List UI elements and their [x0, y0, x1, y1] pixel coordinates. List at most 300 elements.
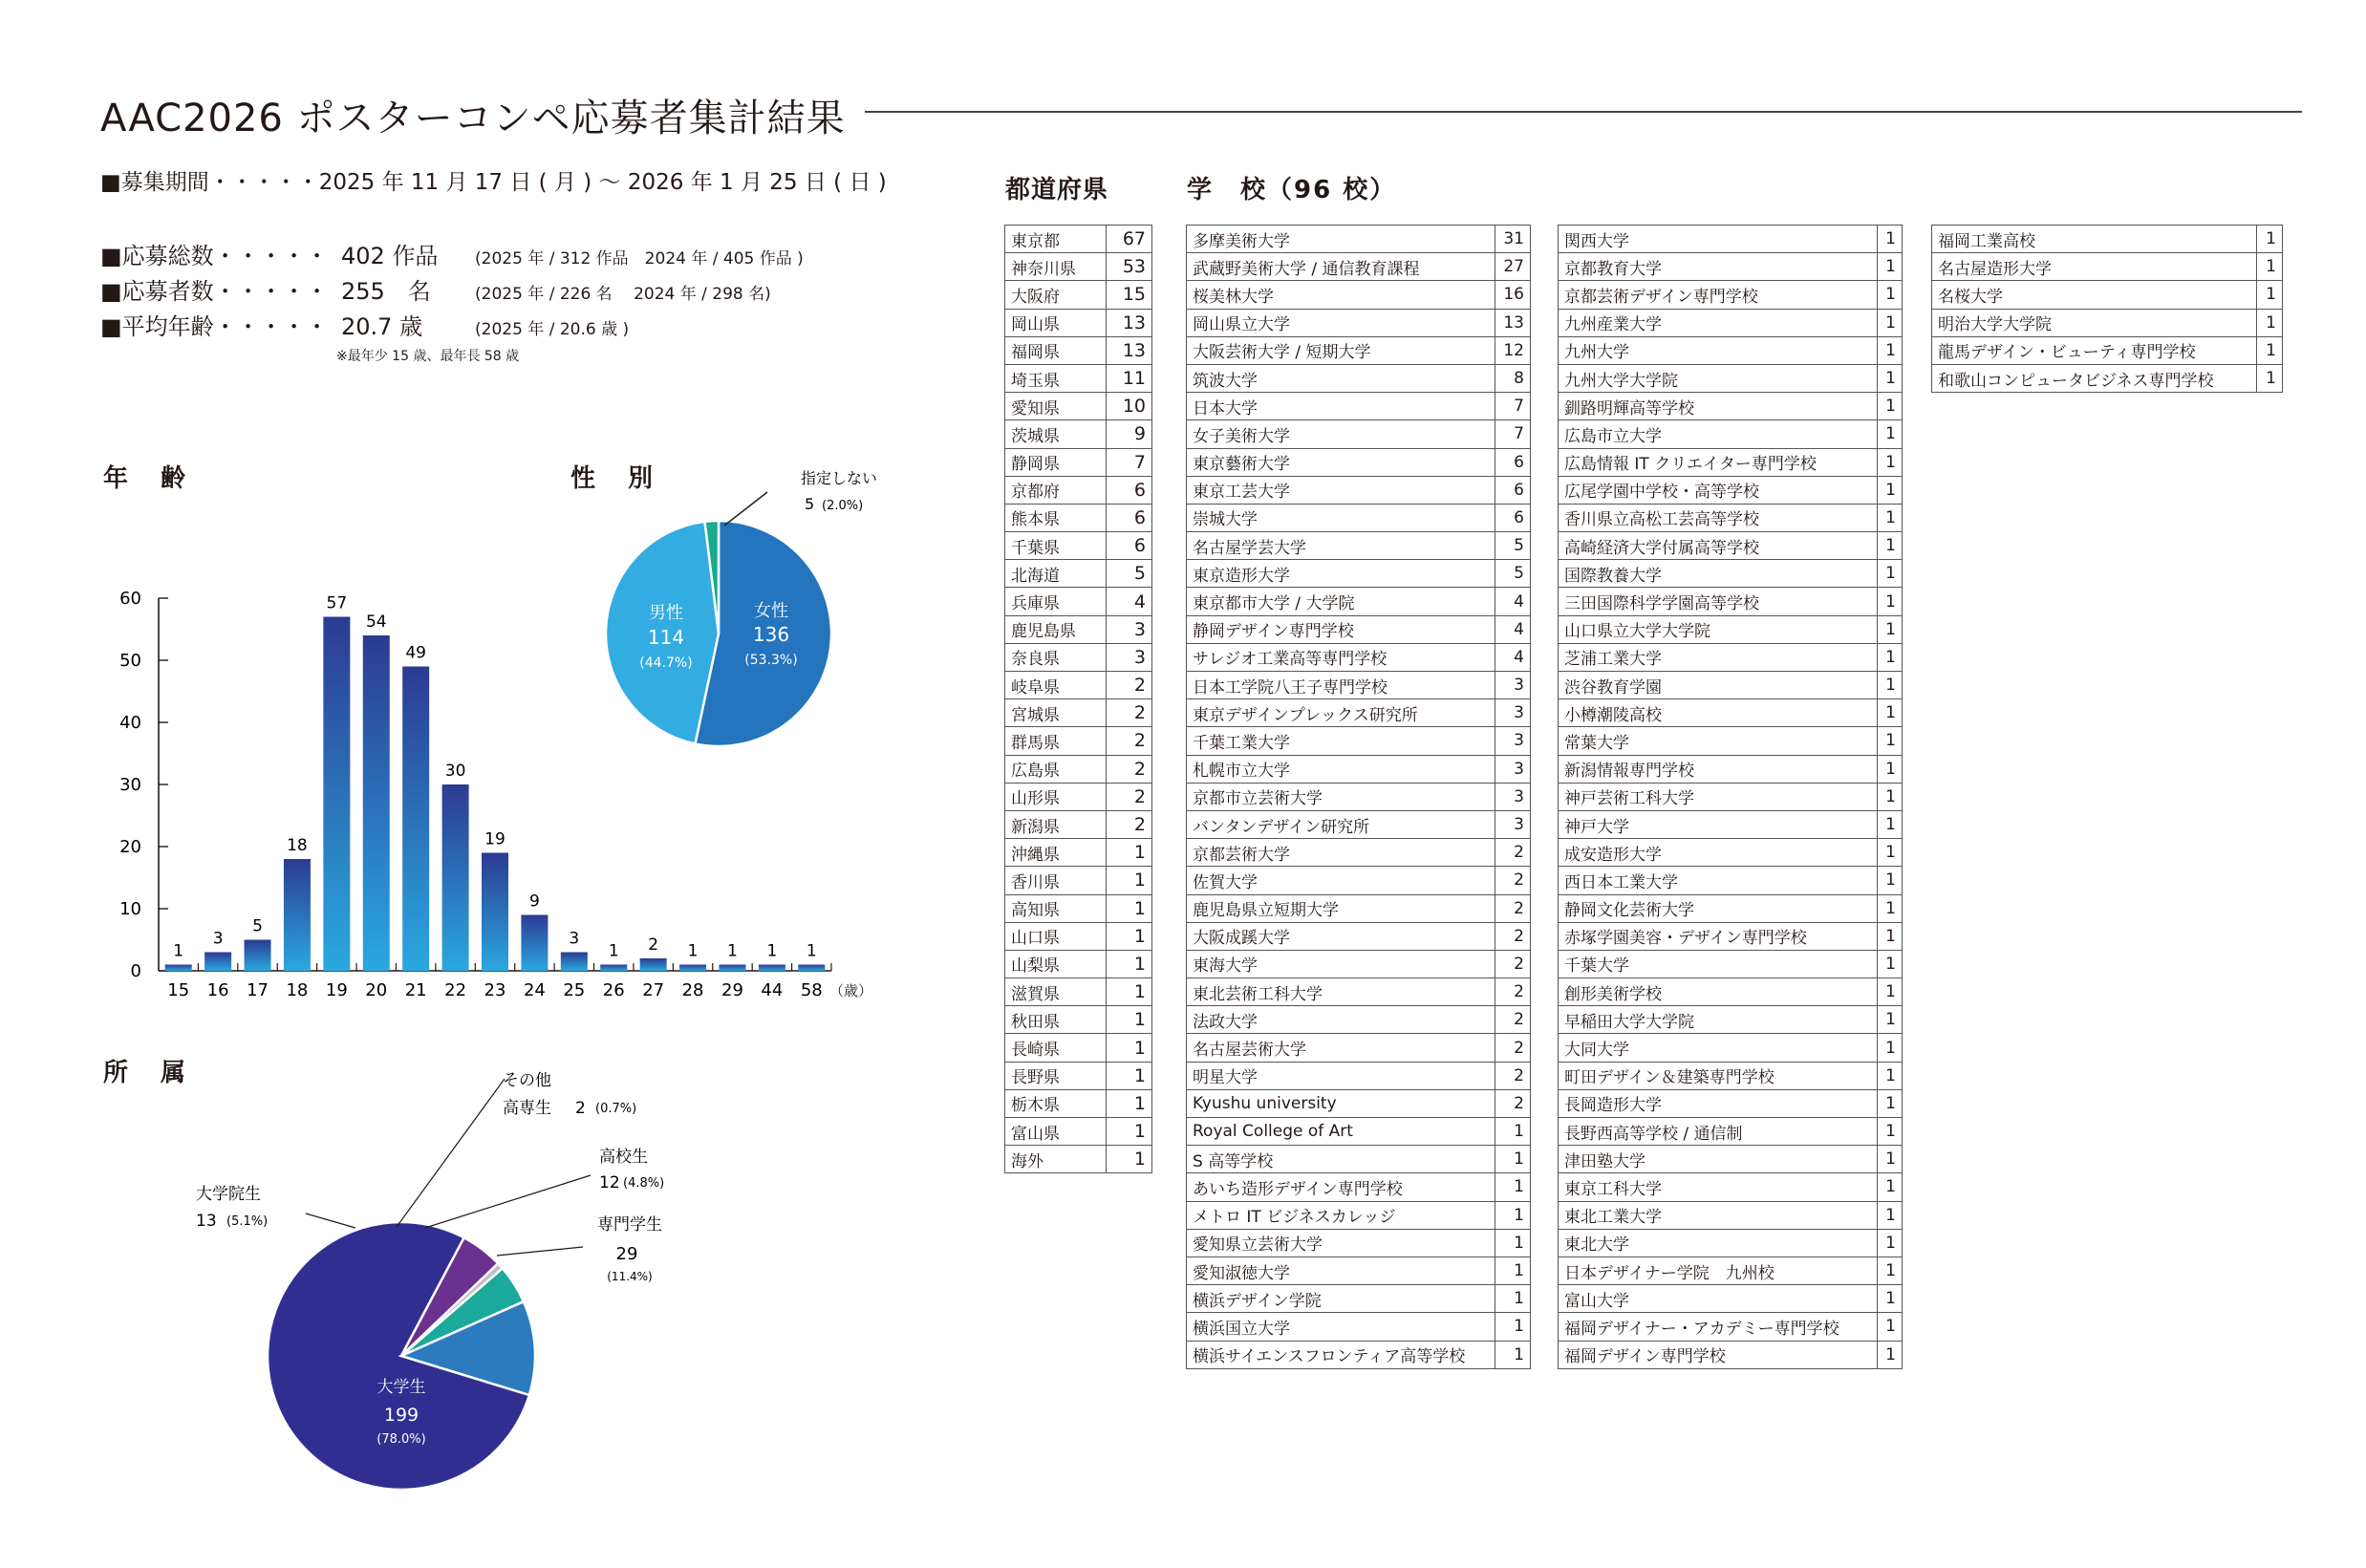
grad-name: 大学院生	[196, 1185, 261, 1204]
table-row	[1559, 950, 1903, 977]
row-count: 5	[1106, 560, 1151, 588]
table-row	[1187, 950, 1531, 977]
table-row	[1005, 476, 1152, 504]
table-row	[1559, 643, 1903, 671]
table-row	[1559, 1341, 1903, 1368]
row-count: 1	[1877, 1089, 1902, 1117]
table-row	[1559, 978, 1903, 1006]
row-count: 8	[1495, 364, 1530, 392]
row-count: 67	[1106, 226, 1151, 253]
table-row	[1005, 504, 1152, 531]
table-row	[1187, 393, 1531, 420]
table-row	[1187, 727, 1531, 755]
table-row	[1932, 364, 2283, 392]
row-label: 東京都	[1005, 226, 1107, 253]
voc-leader-line	[497, 1247, 583, 1256]
row-count: 1	[2257, 364, 2283, 392]
table-row	[1559, 226, 1903, 253]
row-count: 2	[1495, 1089, 1530, 1117]
row-label: 栃木県	[1005, 1089, 1107, 1117]
high-leader-line	[425, 1175, 591, 1228]
row-label: 兵庫県	[1005, 588, 1107, 615]
row-count: 1	[1106, 950, 1151, 977]
table-row	[1005, 978, 1152, 1006]
school-table-1	[1186, 225, 1531, 1369]
table-row	[1559, 1006, 1903, 1034]
row-label: 早稲田大学大学院	[1559, 1006, 1878, 1034]
table-row	[1559, 504, 1903, 531]
stat-value: 255 名	[341, 278, 431, 305]
row-count: 6	[1106, 532, 1151, 560]
table-row	[1187, 1173, 1531, 1201]
age-category-label: 17	[247, 980, 269, 1000]
table-row	[1559, 1257, 1903, 1284]
table-row	[1005, 1006, 1152, 1034]
table-row	[1187, 1062, 1531, 1089]
table-row	[1005, 699, 1152, 727]
age-category-label: 22	[444, 980, 467, 1000]
row-label: 名古屋造形大学	[1932, 253, 2257, 281]
row-label: 神戸芸術工科大学	[1559, 783, 1878, 810]
school-section-title: 学 校（96 校）	[1187, 176, 1397, 204]
table-row	[1005, 950, 1152, 977]
row-count: 1	[2257, 281, 2283, 309]
row-count: 2	[1495, 1006, 1530, 1034]
age-range-note: ※最年少 15 歳、最年長 58 歳	[336, 349, 520, 364]
age-category-label: 20	[365, 980, 388, 1000]
row-count: 2	[1495, 1062, 1530, 1089]
row-label: 大同大学	[1559, 1034, 1878, 1062]
school-table-2	[1558, 225, 1903, 1369]
table-row	[1005, 755, 1152, 783]
row-count: 6	[1495, 476, 1530, 504]
table-row	[1005, 336, 1152, 364]
row-count: 31	[1495, 226, 1530, 253]
row-label: 明星大学	[1187, 1062, 1495, 1089]
table-row	[1005, 672, 1152, 699]
gender-other-pct: (2.0%)	[822, 499, 864, 513]
row-label: 京都芸術大学	[1187, 839, 1495, 867]
row-count: 1	[1877, 448, 1902, 476]
age-section-title: 年 齢	[103, 464, 190, 493]
row-label: 九州大学	[1559, 336, 1878, 364]
row-label: 国際教養大学	[1559, 560, 1878, 588]
row-label: 神戸大学	[1559, 810, 1878, 838]
row-label: 津田塾大学	[1559, 1146, 1878, 1173]
table-row	[1005, 281, 1152, 309]
row-label: 東北芸術工科大学	[1187, 978, 1495, 1006]
table-row	[1559, 1201, 1903, 1229]
table-row	[1932, 281, 2283, 309]
row-count: 1	[2257, 226, 2283, 253]
row-count: 1	[1877, 1313, 1902, 1341]
table-row	[1005, 588, 1152, 615]
row-label: 横浜デザイン学院	[1187, 1285, 1495, 1313]
row-label: 岡山県	[1005, 309, 1107, 336]
row-label: 日本デザイナー学院 九州校	[1559, 1257, 1878, 1284]
row-count: 1	[1106, 1089, 1151, 1117]
row-label: 千葉大学	[1559, 950, 1878, 977]
row-count: 1	[1877, 309, 1902, 336]
row-count: 1	[1877, 1257, 1902, 1284]
table-row	[1005, 810, 1152, 838]
row-label: 福岡デザイナー・アカデミー専門学校	[1559, 1313, 1878, 1341]
row-count: 1	[1495, 1285, 1530, 1313]
table-row	[1187, 588, 1531, 615]
table-row	[1187, 1341, 1531, 1368]
row-label: 創形美術学校	[1559, 978, 1878, 1006]
row-label: 大阪府	[1005, 281, 1107, 309]
row-label: 広尾学園中学校・高等学校	[1559, 476, 1878, 504]
row-count: 1	[2257, 309, 2283, 336]
row-label: 東京デザインプレックス研究所	[1187, 699, 1495, 727]
table-row	[1559, 1313, 1903, 1341]
univ-pct: (78.0%)	[376, 1432, 426, 1447]
row-count: 1	[1877, 922, 1902, 950]
row-label: 東京都市大学 / 大学院	[1187, 588, 1495, 615]
table-row	[1559, 309, 1903, 336]
y-tick-label: 60	[119, 589, 141, 609]
table-row	[1187, 448, 1531, 476]
age-bar-value-label: 1	[173, 941, 184, 961]
row-label: 山形県	[1005, 783, 1107, 810]
age-category-label: 26	[602, 980, 625, 1000]
row-count: 13	[1106, 309, 1151, 336]
row-label: あいち造形デザイン専門学校	[1187, 1173, 1495, 1201]
table-row	[1187, 1118, 1531, 1146]
row-count: 1	[1877, 226, 1902, 253]
high-name: 高校生	[599, 1148, 648, 1167]
table-row	[1932, 309, 2283, 336]
row-label: 新潟情報専門学校	[1559, 755, 1878, 783]
univ-value: 199	[383, 1405, 419, 1426]
row-count: 1	[1877, 476, 1902, 504]
row-count: 2	[1495, 1034, 1530, 1062]
row-label: 釧路明輝高等学校	[1559, 393, 1878, 420]
table-row	[1187, 1229, 1531, 1257]
row-label: 京都教育大学	[1559, 253, 1878, 281]
row-count: 1	[1106, 978, 1151, 1006]
age-bar-value-label: 1	[608, 941, 619, 961]
row-count: 1	[2257, 253, 2283, 281]
table-row	[1187, 839, 1531, 867]
row-count: 6	[1495, 448, 1530, 476]
table-row	[1187, 672, 1531, 699]
table-row	[1187, 504, 1531, 531]
table-row	[1187, 560, 1531, 588]
gender-section-title: 性 別	[570, 464, 657, 493]
row-label: 長野県	[1005, 1062, 1107, 1089]
stat-label: ■応募総数・・・・・	[100, 243, 329, 269]
table-row	[1559, 253, 1903, 281]
table-row	[1559, 810, 1903, 838]
age-category-label: 44	[761, 980, 784, 1000]
table-row	[1005, 226, 1152, 253]
table-row	[1005, 922, 1152, 950]
table-row	[1005, 1062, 1152, 1089]
other-name: 高専生	[503, 1099, 551, 1118]
row-count: 3	[1106, 615, 1151, 643]
row-label: 多摩美術大学	[1187, 226, 1495, 253]
row-count: 1	[2257, 336, 2283, 364]
age-unit-label: （歳）	[829, 982, 873, 999]
prefecture-section-title: 都道府県	[1005, 176, 1109, 204]
table-row	[1005, 532, 1152, 560]
row-label: 高崎経済大学付属高等学校	[1559, 532, 1878, 560]
table-row	[1932, 226, 2283, 253]
row-label: 名古屋学芸大学	[1187, 532, 1495, 560]
row-label: 岐阜県	[1005, 672, 1107, 699]
table-row	[1005, 1034, 1152, 1062]
row-label: 群馬県	[1005, 727, 1107, 755]
age-category-label: 23	[484, 980, 506, 1000]
row-label: 東北大学	[1559, 1229, 1878, 1257]
table-row	[1005, 867, 1152, 894]
table-row	[1005, 364, 1152, 392]
row-count: 1	[1877, 364, 1902, 392]
table-row	[1005, 309, 1152, 336]
row-label: 新潟県	[1005, 810, 1107, 838]
stat-compare: (2025 年 / 226 名 2024 年 / 298 名)	[475, 285, 771, 304]
table-row	[1005, 1118, 1152, 1146]
row-count: 1	[1106, 1034, 1151, 1062]
table-row	[1187, 755, 1531, 783]
table-row	[1559, 1229, 1903, 1257]
row-label: 神奈川県	[1005, 253, 1107, 281]
row-count: 1	[1877, 1285, 1902, 1313]
row-count: 2	[1495, 839, 1530, 867]
row-label: 大阪成蹊大学	[1187, 922, 1495, 950]
row-label: 山口県立大学大学院	[1559, 615, 1878, 643]
table-row	[1559, 1034, 1903, 1062]
row-count: 3	[1495, 727, 1530, 755]
row-count: 2	[1106, 672, 1151, 699]
row-label: 龍馬デザイン・ビューティ専門学校	[1932, 336, 2257, 364]
grad-pct: (5.1%)	[226, 1214, 269, 1229]
row-count: 1	[1877, 643, 1902, 671]
row-count: 10	[1106, 393, 1151, 420]
row-label: 崇城大学	[1187, 504, 1495, 531]
age-bar-value-label: 19	[484, 829, 505, 849]
age-bar-value-label: 1	[727, 941, 738, 961]
gender-male-pct: (44.7%)	[639, 655, 693, 671]
age-category-label: 29	[721, 980, 743, 1000]
row-count: 1	[1877, 504, 1902, 531]
row-count: 1	[1877, 867, 1902, 894]
other-title: その他	[503, 1071, 551, 1090]
y-tick-label: 50	[119, 651, 141, 671]
row-label: 成安造形大学	[1559, 839, 1878, 867]
row-label: 東京工芸大学	[1187, 476, 1495, 504]
row-label: 赤塚学園美容・デザイン専門学校	[1559, 922, 1878, 950]
row-label: 明治大学大学院	[1932, 309, 2257, 336]
age-category-label: 25	[563, 980, 586, 1000]
age-bar-value-label: 1	[687, 941, 699, 961]
row-count: 1	[1877, 336, 1902, 364]
row-label: 広島情報 IT クリエイター専門学校	[1559, 448, 1878, 476]
table-row	[1005, 894, 1152, 922]
row-count: 1	[1106, 1146, 1151, 1173]
table-row	[1559, 894, 1903, 922]
row-label: 大阪芸術大学 / 短期大学	[1187, 336, 1495, 364]
table-row	[1187, 309, 1531, 336]
table-row	[1187, 1201, 1531, 1229]
row-count: 1	[1877, 699, 1902, 727]
row-count: 3	[1106, 643, 1151, 671]
row-label: 岡山県立大学	[1187, 309, 1495, 336]
row-label: 渋谷教育学園	[1559, 672, 1878, 699]
table-row	[1559, 281, 1903, 309]
table-row	[1187, 783, 1531, 810]
row-count: 2	[1495, 922, 1530, 950]
row-count: 1	[1877, 281, 1902, 309]
table-row	[1187, 1257, 1531, 1284]
row-count: 1	[1877, 1173, 1902, 1201]
row-count: 1	[1106, 839, 1151, 867]
title-rule	[865, 111, 2302, 113]
row-count: 1	[1877, 755, 1902, 783]
row-count: 1	[1877, 253, 1902, 281]
table-row	[1187, 226, 1531, 253]
row-label: 静岡文化芸術大学	[1559, 894, 1878, 922]
row-count: 1	[1877, 393, 1902, 420]
row-count: 1	[1877, 672, 1902, 699]
row-count: 1	[1877, 1118, 1902, 1146]
age-bar-value-label: 1	[766, 941, 778, 961]
gender-other-value: 5	[805, 495, 815, 513]
row-label: 法政大学	[1187, 1006, 1495, 1034]
age-bar-value-label: 5	[252, 916, 263, 936]
row-count: 53	[1106, 253, 1151, 281]
row-label: Kyushu university	[1187, 1089, 1495, 1117]
row-label: 富山大学	[1559, 1285, 1878, 1313]
row-count: 7	[1495, 393, 1530, 420]
table-row	[1559, 783, 1903, 810]
row-count: 1	[1877, 420, 1902, 448]
row-count: 7	[1106, 448, 1151, 476]
table-row	[1559, 532, 1903, 560]
row-label: 京都府	[1005, 476, 1107, 504]
row-label: 三田国際科学学園高等学校	[1559, 588, 1878, 615]
row-count: 1	[1106, 1062, 1151, 1089]
row-count: 2	[1495, 894, 1530, 922]
row-count: 1	[1877, 839, 1902, 867]
row-label: 愛知県	[1005, 393, 1107, 420]
voc-pct: (11.4%)	[607, 1270, 653, 1283]
school-table-3	[1931, 225, 2283, 393]
row-count: 1	[1495, 1229, 1530, 1257]
row-label: 名桜大学	[1932, 281, 2257, 309]
row-count: 1	[1877, 978, 1902, 1006]
table-row	[1559, 699, 1903, 727]
row-label: 静岡県	[1005, 448, 1107, 476]
table-row	[1559, 615, 1903, 643]
row-count: 12	[1495, 336, 1530, 364]
age-bar-value-label: 30	[444, 762, 466, 781]
row-count: 1	[1877, 894, 1902, 922]
row-count: 1	[1877, 1201, 1902, 1229]
table-row	[1187, 1034, 1531, 1062]
table-row	[1187, 643, 1531, 671]
age-bar-value-label: 49	[405, 643, 426, 663]
y-tick-label: 40	[119, 713, 141, 733]
row-count: 1	[1877, 1229, 1902, 1257]
row-label: 海外	[1005, 1146, 1107, 1173]
high-value: 12	[599, 1173, 620, 1192]
row-label: 広島市立大学	[1559, 420, 1878, 448]
row-count: 1	[1877, 1341, 1902, 1368]
row-count: 4	[1495, 588, 1530, 615]
row-label: 京都芸術デザイン専門学校	[1559, 281, 1878, 309]
table-row	[1559, 922, 1903, 950]
row-label: 宮城県	[1005, 699, 1107, 727]
row-count: 2	[1106, 699, 1151, 727]
row-label: 東北工業大学	[1559, 1201, 1878, 1229]
y-tick-label: 10	[119, 899, 141, 919]
affiliation-pie-chart	[0, 0, 956, 1568]
stat-value: 402 作品	[341, 243, 439, 269]
table-row	[1559, 1118, 1903, 1146]
row-label: メトロ IT ビジネスカレッジ	[1187, 1201, 1495, 1229]
row-label: 沖縄県	[1005, 839, 1107, 867]
row-label: 常葉大学	[1559, 727, 1878, 755]
row-label: 武蔵野美術大学 / 通信教育課程	[1187, 253, 1495, 281]
y-tick-label: 30	[119, 775, 141, 795]
row-count: 1	[1106, 1118, 1151, 1146]
row-label: 横浜国立大学	[1187, 1313, 1495, 1341]
stat-compare: (2025 年 / 312 作品 2024 年 / 405 作品 )	[475, 249, 804, 268]
row-label: 香川県立高松工芸高等学校	[1559, 504, 1878, 531]
gender-female-value: 136	[752, 623, 790, 646]
table-row	[1005, 1089, 1152, 1117]
table-row	[1005, 839, 1152, 867]
row-label: 千葉県	[1005, 532, 1107, 560]
table-row	[1187, 532, 1531, 560]
age-category-label: 16	[206, 980, 229, 1000]
row-label: 山口県	[1005, 922, 1107, 950]
other-pct: (0.7%)	[595, 1102, 637, 1116]
table-row	[1005, 643, 1152, 671]
age-bar-value-label: 3	[212, 929, 224, 949]
age-bar-value-label: 1	[806, 941, 817, 961]
age-bar-value-label: 9	[528, 891, 540, 912]
gender-male-name: 男性	[649, 603, 683, 623]
row-label: 愛知淑徳大学	[1187, 1257, 1495, 1284]
row-count: 5	[1495, 532, 1530, 560]
stat-value: 20.7 歳	[341, 313, 423, 340]
row-label: 町田デザイン＆建築専門学校	[1559, 1062, 1878, 1089]
row-count: 4	[1495, 615, 1530, 643]
row-label: 東海大学	[1187, 950, 1495, 977]
table-row	[1559, 1062, 1903, 1089]
row-label: 関西大学	[1559, 226, 1878, 253]
grad-value: 13	[196, 1212, 217, 1231]
row-count: 1	[1106, 894, 1151, 922]
row-label: 静岡デザイン専門学校	[1187, 615, 1495, 643]
table-row	[1559, 839, 1903, 867]
row-label: 千葉工業大学	[1187, 727, 1495, 755]
row-label: 名古屋芸術大学	[1187, 1034, 1495, 1062]
row-count: 6	[1495, 504, 1530, 531]
table-row	[1187, 253, 1531, 281]
age-category-label: 28	[681, 980, 704, 1000]
row-count: 1	[1495, 1313, 1530, 1341]
table-row	[1559, 336, 1903, 364]
table-row	[1559, 364, 1903, 392]
age-category-label: 24	[523, 980, 546, 1000]
row-count: 4	[1106, 588, 1151, 615]
row-label: 西日本工業大学	[1559, 867, 1878, 894]
